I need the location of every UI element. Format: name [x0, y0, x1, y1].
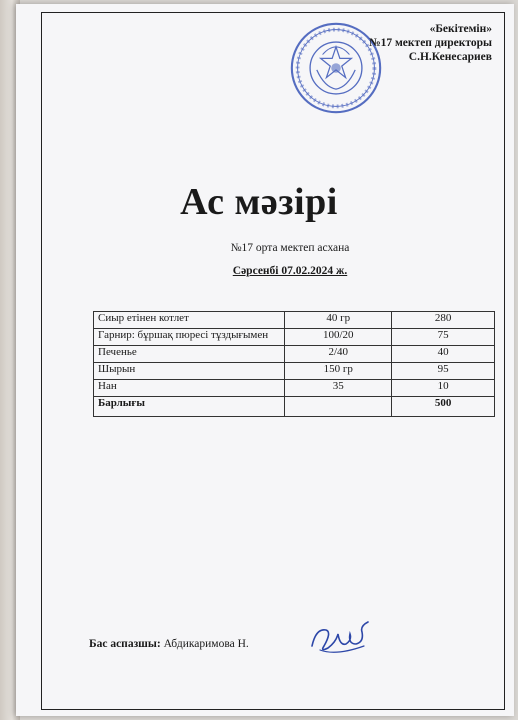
price-cell: 95: [392, 363, 495, 380]
menu-date: Сәрсенбі 07.02.2024 ж.: [232, 265, 348, 277]
total-price: 500: [392, 397, 495, 417]
dish-cell: Печенье: [94, 346, 285, 363]
total-portion-cell: [285, 397, 392, 417]
school-canteen-subtitle: №17 орта мектеп асхана: [230, 242, 350, 254]
portion-cell: 150 гр: [285, 363, 392, 380]
approval-name: С.Н.Кенесариев: [408, 51, 492, 63]
signature-icon: [306, 616, 376, 658]
table-row: [94, 380, 495, 397]
page-title: Ас мәзірі: [180, 181, 338, 223]
table-row: [94, 312, 495, 329]
chef-line: [89, 638, 249, 650]
table-row: [94, 329, 495, 346]
approval-block: [369, 22, 492, 64]
dish-cell: Сиыр етінен котлет: [94, 312, 285, 329]
table-row: [94, 363, 495, 380]
portion-cell: 35: [285, 380, 392, 397]
approval-position: №17 мектеп директоры: [369, 37, 492, 49]
price-cell: 75: [392, 329, 495, 346]
table-row: [94, 346, 495, 363]
price-cell: 10: [392, 380, 495, 397]
portion-cell: 2/40: [285, 346, 392, 363]
price-cell: 280: [392, 312, 495, 329]
total-label: Барлығы: [94, 397, 285, 417]
dish-cell: Шырын: [94, 363, 285, 380]
chef-name: Абдикаримова Н.: [163, 638, 249, 650]
approval-heading: «Бекітемін»: [429, 23, 492, 35]
dish-cell: Нан: [94, 380, 285, 397]
portion-cell: 40 гр: [285, 312, 392, 329]
price-cell: 40: [392, 346, 495, 363]
total-row: [94, 397, 495, 417]
dish-cell: Гарнир: бұршақ пюресі тұздығымен: [94, 329, 285, 346]
chef-label: Бас аспазшы:: [89, 638, 161, 650]
menu-table: [93, 311, 495, 417]
portion-cell: 100/20: [285, 329, 392, 346]
